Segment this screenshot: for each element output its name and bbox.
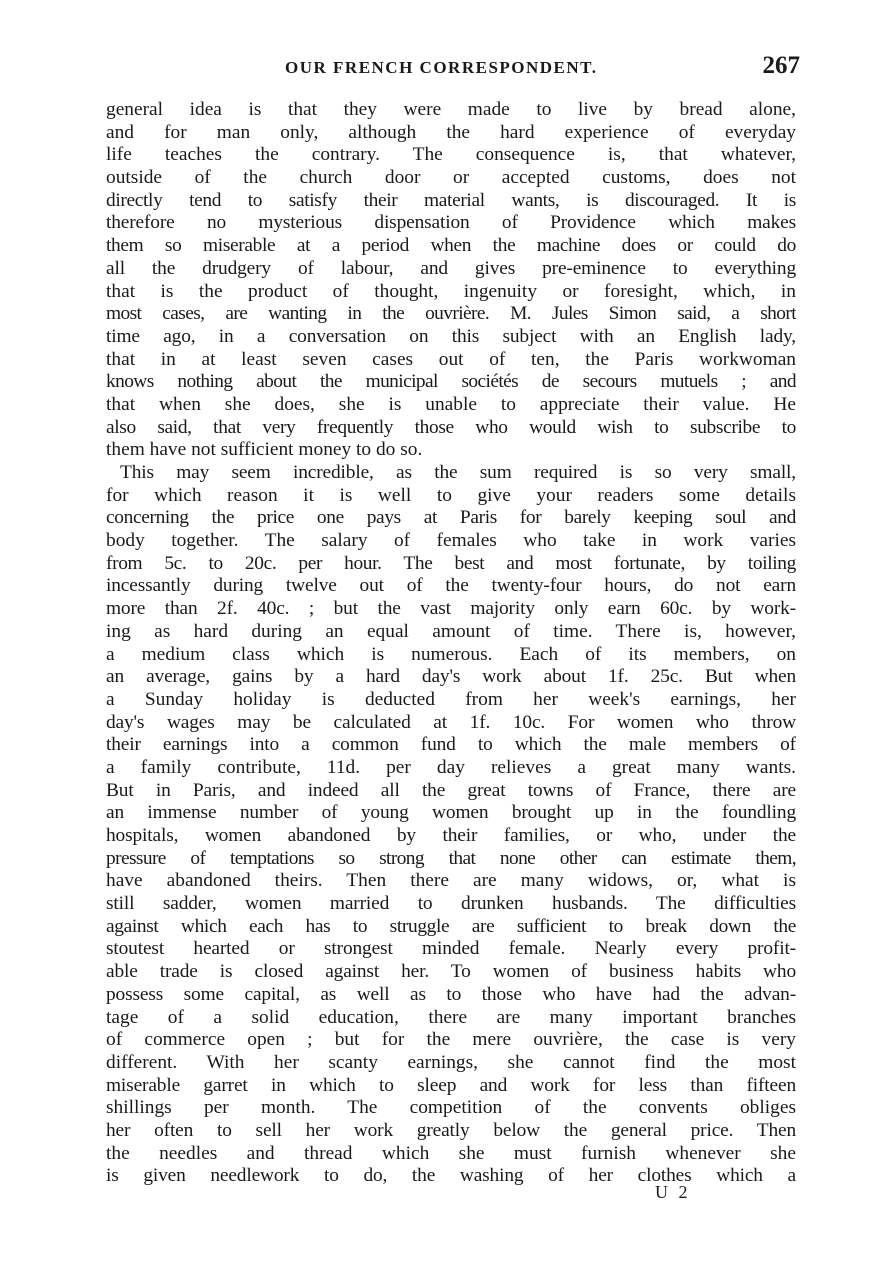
text-line: have abandoned theirs. Then there are many widows, or, what is: [106, 870, 796, 892]
text-line: that is the product of thought, ingenuity or foresight, which, in: [106, 280, 796, 302]
text-line: directly tend to satisfy their material wants, is discouraged. It is: [106, 189, 796, 211]
text-line: them so miserable at a period when the machine does or could do: [106, 235, 796, 257]
text-line: is given needlework to do, the washing of her clothes which a: [106, 1165, 796, 1187]
text-line: stoutest hearted or strongest minded female. Nearly every profit-: [106, 938, 796, 960]
text-line: ing as hard during an equal amount of time. There is, however,: [106, 620, 796, 642]
text-line: shillings per month. The competition of the convents obliges: [106, 1097, 796, 1119]
text-line: from 5c. to 20c. per hour. The best and most fortunate, by toiling: [106, 552, 796, 574]
text-line: miserable garret in which to sleep and work for less than fifteen: [106, 1074, 796, 1096]
text-line: time ago, in a conversation on this subject with an English lady,: [106, 325, 796, 347]
text-line: outside of the church door or accepted customs, does not: [106, 167, 796, 189]
text-line: an average, gains by a hard day's work about 1f. 25c. But when: [106, 666, 796, 688]
text-line: more than 2f. 40c. ; but the vast majority only earn 60c. by work-: [106, 598, 796, 620]
text-line: a family contribute, 11d. per day relieves a great many wants.: [106, 756, 796, 778]
signature-mark: U 2: [655, 1182, 691, 1202]
text-line: knows nothing about the municipal sociétés de secours mutuels ; and: [106, 371, 796, 393]
text-line: and for man only, although the hard experience of everyday: [106, 121, 796, 143]
text-line: her often to sell her work greatly below the general price. Then: [106, 1119, 796, 1141]
text-line: them have not sufficient money to do so.: [106, 439, 423, 461]
text-line: of commerce open ; but for the mere ouvrière, the case is very: [106, 1029, 796, 1051]
text-line: body together. The salary of females who take in work varies: [106, 530, 796, 552]
text-line: able trade is closed against her. To women of business habits who: [106, 961, 796, 983]
text-line: a medium class which is numerous. Each of its members, on: [106, 643, 796, 665]
text-line: also said, that very frequently those who would wish to subscribe to: [106, 416, 796, 438]
body-text: [106, 99, 796, 1188]
text-line: an immense number of young women brought up in the foundling: [106, 802, 796, 824]
text-line: tage of a solid education, there are many important branches: [106, 1006, 796, 1028]
page-number: 267: [762, 52, 800, 79]
text-line: therefore no mysterious dispensation of Providence which makes: [106, 212, 796, 234]
text-line: against which each has to struggle are sufficient to break down the: [106, 915, 796, 937]
running-title: OUR FRENCH CORRESPONDENT.: [285, 58, 598, 77]
text-line: day's wages may be calculated at 1f. 10c. For women who throw: [106, 711, 796, 733]
text-line: But in Paris, and indeed all the great towns of France, there are: [106, 779, 796, 801]
text-line: still sadder, women married to drunken husbands. The difficulties: [106, 893, 796, 915]
text-line: life teaches the contrary. The consequence is, that whatever,: [106, 144, 796, 166]
paragraph-start-line: This may seem incredible, as the sum required is so very small,: [120, 462, 796, 483]
text-line: for which reason it is well to give your readers some details: [106, 484, 796, 506]
text-line: different. With her scanty earnings, she cannot find the most: [106, 1051, 796, 1073]
text-line: a Sunday holiday is deducted from her week's earnings, her: [106, 688, 796, 710]
text-line: most cases, are wanting in the ouvrière. M. Jules Simon said, a short: [106, 303, 796, 325]
text-line: all the drudgery of labour, and gives pre-eminence to everything: [106, 257, 796, 279]
text-line: hospitals, women abandoned by their families, or who, under the: [106, 825, 796, 846]
text-line: incessantly during twelve out of the twenty-four hours, do not earn: [106, 575, 796, 597]
running-header: [100, 52, 800, 86]
text-line: that in at least seven cases out of ten, the Paris workwoman: [106, 348, 796, 370]
text-line: general idea is that they were made to live by bread alone,: [106, 99, 796, 120]
text-line: that when she does, she is unable to appreciate their value. He: [106, 393, 796, 415]
text-line: their earnings into a common fund to which the male members of: [106, 734, 796, 756]
text-line: possess some capital, as well as to those who have had the advan-: [106, 983, 796, 1005]
text-line: the needles and thread which she must furnish whenever she: [106, 1142, 796, 1164]
text-line: pressure of temptations so strong that none other can estimate them,: [106, 847, 796, 869]
text-line: concerning the price one pays at Paris for barely keeping soul and: [106, 507, 796, 529]
